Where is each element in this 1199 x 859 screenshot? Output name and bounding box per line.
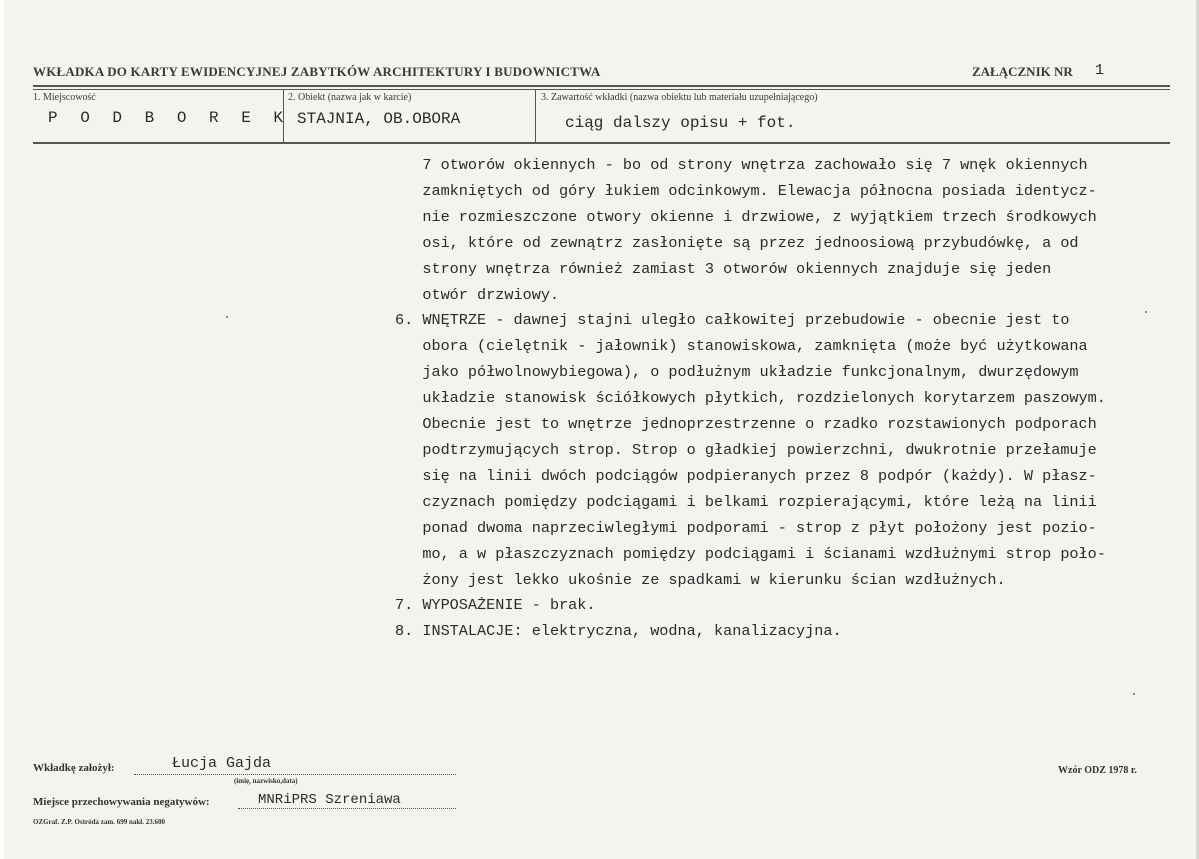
body-line: układzie stanowisk ściółkowych płytkich, rozdzielonych korytarzem paszowym. bbox=[395, 389, 1106, 408]
body-line: otwór drzwiowy. bbox=[395, 285, 560, 304]
body-line: czyznach pomiędzy podciągami i belkami rozpierającymi, które leżą na linii bbox=[395, 492, 1097, 511]
paper-speck bbox=[1133, 693, 1135, 695]
locality-value: P O D B O R E K bbox=[48, 109, 290, 127]
paper-edge-left bbox=[0, 0, 4, 859]
annex-label: ZAŁĄCZNIK NR bbox=[972, 64, 1073, 79]
header-rule-bottom bbox=[33, 142, 1170, 144]
body-line: podtrzymujących strop. Strop o gładkiej powierzchni, dwukrotnie przełamuje bbox=[395, 440, 1097, 459]
print-info: OZGraf. Z.P. Ostróda zam. 699 nakł. 23.600 bbox=[33, 818, 165, 826]
form-model: Wzór ODZ 1978 r. bbox=[1058, 765, 1137, 776]
locality-label: 1. Miejscowość bbox=[33, 92, 96, 103]
paper-speck bbox=[1145, 311, 1147, 313]
body-line: mo, a w płaszczyznach pomiędzy podciągami i ścianami wzdłużnymi strop poło- bbox=[395, 544, 1106, 563]
body-line: Obecnie jest to wnętrze jednoprzestrzenne o rzadko rozstawionych podporach bbox=[395, 415, 1097, 434]
storage-dotted-line bbox=[238, 808, 456, 809]
body-line: zamkniętych od góry łukiem odcinkowym. Elewacja północna posiada identycz- bbox=[395, 181, 1097, 200]
storage-value: MNRiPRS Szreniawa bbox=[258, 792, 401, 808]
content-value: ciąg dalszy opisu + fot. bbox=[565, 114, 796, 132]
field-divider-2 bbox=[535, 90, 536, 142]
object-value: STAJNIA, OB.OBORA bbox=[297, 110, 461, 128]
body-line: strony wnętrza również zamiast 3 otworów okiennych znajduje się jeden bbox=[395, 259, 1052, 278]
body-line: 7. WYPOSAŻENIE - brak. bbox=[395, 596, 596, 615]
body-line: osi, które od zewnątrz zasłonięte są przez jednoosiową przybudówkę, a od bbox=[395, 233, 1079, 252]
object-label: 2. Obiekt (nazwa jak w karcie) bbox=[288, 92, 412, 103]
body-line: ponad dwoma naprzeciwległymi podporami - strop z płyt położony jest pozio- bbox=[395, 518, 1097, 537]
description-body bbox=[395, 153, 1175, 645]
paper-speck bbox=[226, 316, 228, 318]
body-line: się na linii dwóch podciągów podpieranych przez 8 podpór (każdy). W płasz- bbox=[395, 466, 1097, 485]
content-label: 3. Zawartość wkładki (nazwa obiektu lub materiału uzupełniającego) bbox=[541, 92, 818, 103]
body-line: żony jest lekko ukośnie ze spadkami w kierunku ścian wzdłużnych. bbox=[395, 570, 1006, 589]
created-by-dotted-line bbox=[134, 774, 456, 775]
body-line: obora (cielętnik - jałownik) stanowiskowa, zamknięta (może być użytkowana bbox=[395, 337, 1088, 356]
form-title: WKŁADKA DO KARTY EWIDENCYJNEJ ZABYTKÓW ARCHITEKTURY I BUDOWNICTWA bbox=[33, 64, 601, 79]
body-line: jako półwolnowybiegowa), o podłużnym układzie funkcjonalnym, dwurzędowym bbox=[395, 363, 1079, 382]
created-by-hint: (imię, nazwisko,data) bbox=[234, 777, 298, 785]
header-rule-top bbox=[33, 85, 1170, 87]
body-line: 6. WNĘTRZE - dawnej stajni uległo całkowitej przebudowie - obecnie jest to bbox=[395, 311, 1070, 330]
body-line: 8. INSTALACJE: elektryczna, wodna, kanalizacyjna. bbox=[395, 622, 842, 641]
created-by-label: Wkładkę założył: bbox=[33, 762, 115, 774]
body-line: nie rozmieszczone otwory okienne i drzwiowe, z wyjątkiem trzech środkowych bbox=[395, 207, 1097, 226]
annex-number: 1 bbox=[1095, 62, 1105, 79]
created-by-value: Łucja Gajda bbox=[172, 755, 272, 772]
body-line: 7 otworów okiennych - bo od strony wnętrza zachowało się 7 wnęk okiennych bbox=[395, 156, 1088, 174]
header-rule-top-thin bbox=[33, 89, 1170, 90]
storage-label: Miejsce przechowywania negatywów: bbox=[33, 796, 210, 808]
